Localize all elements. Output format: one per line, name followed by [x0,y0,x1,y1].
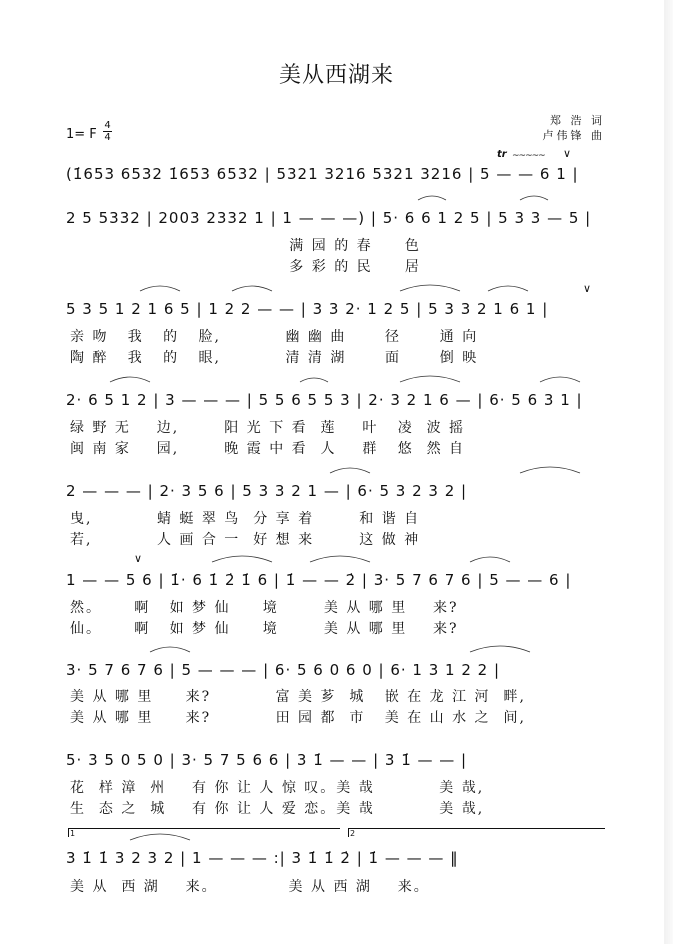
lyric-line-verse-1: 曳, 蜻 蜓 翠 鸟 分 享 着 和 谐 自 [70,511,421,527]
slur-arc [470,646,530,652]
lyric-line-verse-2: 若, 人 画 合 一 好 想 来 这 做 神 [70,532,421,548]
lyric-line-verse-1: 亲 吻 我 的 脸, 幽 幽 曲 径 通 向 [70,329,479,345]
notation-line: 2 — — — | 2· 3 5 6 | 5 3 3 2 1 — | 6· 5 3 2 3 2 | [66,482,468,500]
slur-arc [488,286,528,291]
slur-arc [400,376,460,382]
slur-arc [300,378,328,382]
lyric-line-verse-2: 陶 醉 我 的 眼, 清 清 湖 面 倒 映 [70,350,479,366]
trill-mark: tr [497,149,507,160]
lyric-line-verse-1: 然。 啊 如 梦 仙 境 美 从 哪 里 来? [70,600,459,616]
lyric-line-verse-1: 花 样 漳 州 有 你 让 人 惊 叹。美 哉 美 哉, [70,780,485,796]
lyric-line-verse-1: 美 从 西 湖 来。 美 从 西 湖 来。 [70,879,430,895]
notation-line: 2 5 5332 | 2003 2332 1 | 1 — — —) | 5· 6 6 1 2 5 | 5 3 3 — 5 | [66,209,592,227]
slur-arc [418,196,446,200]
time-signature-bottom: 4 [104,132,111,143]
breath-mark-icon: ∨ [583,282,592,295]
lyric-line-verse-1: 绿 野 无 边, 阳 光 下 看 莲 叶 凌 波 摇 [70,420,466,436]
slur-arc [400,285,460,291]
breath-mark-icon: ∨ [563,147,572,160]
slur-arc [150,647,190,652]
lyric-line-verse-1: 美 从 哪 里 来? 富 美 芗 城 嵌 在 龙 江 河 畔, [70,689,526,705]
slur-arc [520,196,548,200]
slur-arc [470,557,510,562]
lyric-line-verse-2: 仙。 啊 如 梦 仙 境 美 从 哪 里 来? [70,621,459,637]
lyric-line-verse-1: 满 园 的 春 色 [70,238,421,254]
notation-line: 5· 3 5 0 5 0 | 3· 5 7 5 6 6 | 3 1̇ — — | 3 1̇ — — | [66,751,468,769]
slur-arc [232,286,272,291]
lyric-line-verse-2: 闽 南 家 园, 晚 霞 中 看 人 群 悠 然 自 [70,441,466,457]
notation-line: 3· 5 7 6 7 6 | 5 — — — | 6· 5 6 0 6 0 | 6· 1 3 1 2 2 | [66,661,501,679]
key-signature: 1= F [66,127,97,142]
composer-credit: 卢伟锋 曲 [542,129,605,142]
notation-line: 3 1̇ 1̇ 3 2 3 2 | 1 — — — :| 3 1̇ 1̇ 2̇ | 1̇ — — — ‖ [66,849,459,867]
second-ending-bracket: 2 [348,828,605,837]
lyric-line-verse-2: 生 态 之 城 有 你 让 人 爱 恋。美 哉 美 哉, [70,801,485,817]
song-title: 美从西湖来 [278,63,394,88]
slur-arc [130,834,190,840]
slur-arc [310,556,370,562]
first-ending-bracket: 1 [68,828,340,837]
time-signature-top: 4 [104,120,111,131]
notation-line: 2· 6 5 1 2 | 3 — — — | 5 5 6 5 5 3 | 2· 3 2 1 6 — | 6· 5 6 3 1 | [66,391,583,409]
breath-mark-icon: ∨ [134,552,143,565]
lyric-line-verse-2: 多 彩 的 民 居 [70,259,421,275]
trill-wave-icon: ~~~~~ [512,151,545,161]
slur-arc [140,286,180,291]
notation-line: (1̇653 6532 1̇653 6532 | 5321 3216 5321 3216 | 5 — — 6 1 | [66,165,579,183]
notation-line: 1 — — 5 6 | 1̇· 6 1̇ 2̇ 1̇ 6 | 1̇ — — 2̇ | 3· 5 7 6 7 6 | 5 — — 6 | [66,571,572,589]
lyricist-credit: 郑 浩 词 [550,114,605,127]
notation-line: 5 3 5 1 2 1 6 5 | 1 2 2 — — | 3 3 2· 1 2 5 | 5 3 3 2 1 6 1 | [66,300,549,318]
slur-arc [110,377,150,382]
lyric-line-verse-2: 美 从 哪 里 来? 田 园 都 市 美 在 山 水 之 间, [70,710,526,726]
slur-arc [212,556,272,562]
slur-arc [520,467,580,473]
slur-arc [330,468,370,473]
slur-arc [540,377,580,382]
